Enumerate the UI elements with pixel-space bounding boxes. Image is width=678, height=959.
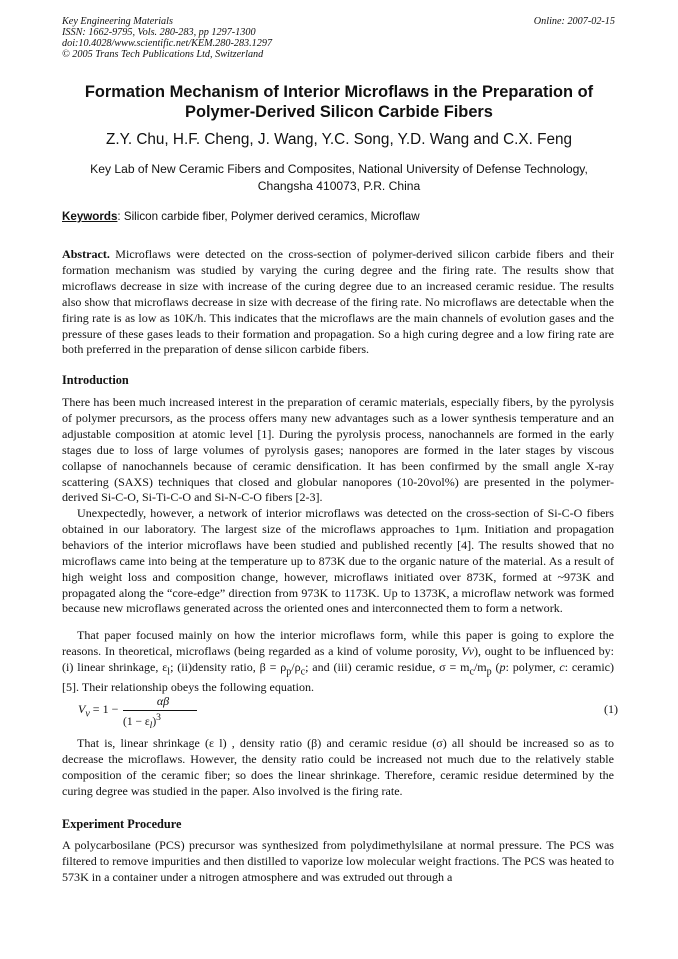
p3-sub-p: p: [286, 666, 292, 678]
abstract: [62, 247, 614, 358]
equation-number: (1): [604, 702, 618, 716]
copyright-line: © 2005 Trans Tech Publications Ltd, Switzerland: [62, 49, 264, 60]
doi-line: doi:10.4028/www.scientific.net/KEM.280-283.1297: [62, 38, 273, 49]
paper-title-line-2: Polymer-Derived Silicon Carbide Fibers: [185, 103, 493, 121]
p3-c: c: [559, 659, 565, 674]
issn-line: ISSN: 1662-9795, Vols. 280-283, pp 1297-1300: [62, 27, 256, 38]
p3-text-a: That paper focused mainly on how the interior microflaws form, while this paper is going to explore the reasons. In theoretical, microflaws (being regarded as a kind of volume porosity,: [62, 628, 614, 658]
introduction-paragraph-2: Unexpectedly, however, a network of interior microflaws was detected on the cross-section of Si-C-O fibers obtained in our laboratory. The largest size of the microflaws approaches to 1μm. Initiation and propagation behaviors of the interior microflaws have been studied and published recently [4]. The results showed that no microflaws came into being at the temperature up to 873K due to the organic nature of the material. As a result of high weight loss and composition change, however, microflaws initiated over 873K, formed at ~973K and propagated along the “core-edge” direction from 973K to 1173K. Up to 1373K, a microflaw network was formed because new microflaws generated across the oriented ones and interconnected them to form a network.: [62, 506, 614, 616]
p3-text-e: ; and (iii) ceramic residue, σ = m: [305, 659, 470, 674]
experiment-heading: Experiment Procedure: [62, 817, 182, 831]
online-date: Online: 2007-02-15: [533, 16, 615, 27]
p3-text-i: : ceramic) [5]. Their relationship obeys the following equation.: [62, 659, 615, 695]
p3-sub-l: l: [167, 666, 171, 678]
equation-numerator: αβ: [156, 694, 170, 708]
eq-den-close: ): [152, 715, 157, 728]
fraction-bar: [123, 710, 197, 711]
introduction-paragraph-4: That is, linear shrinkage (ε l) , density ratio (β) and ceramic residue (σ) all should be increased so as to decrease the microflaws. However, the density ratio could be increased not much due to the relatively stable composition of the ceramic fiber; so does the linear shrinkage. Therefore, ceramic residue determined by the curing degree was studied in the paper. Also involved is the firing rate.: [62, 736, 614, 798]
equation-lhs: [78, 702, 118, 719]
equation-denominator: [123, 712, 197, 731]
affiliation-line-2: Changsha 410073, P.R. China: [257, 179, 421, 193]
p3-sub-p2: p: [486, 666, 492, 678]
eq-den-sub: l: [149, 720, 153, 732]
p3-sub-c: c: [300, 666, 306, 678]
keywords-label: Keywords: [62, 210, 118, 223]
eq-den-text: (1 − ε: [123, 715, 150, 728]
eq-equals: = 1 −: [89, 702, 119, 716]
journal-name: Key Engineering Materials: [62, 16, 173, 27]
paper-title: [40, 82, 638, 122]
introduction-paragraph-3: [62, 628, 614, 696]
equation-1: [78, 694, 618, 732]
abstract-text: Microflaws were detected on the cross-section of polymer-derived silicon carbide fibers and their formation mechanism was studied by varying the curing degree and the firing rate. The results show that microflaws decrease in size with increase of the curing degree due to an increased ceramic residue. The results also show that microflaws decrease in size with decrease of the firing rate. No microflaws are detectable when the firing rate is as low as 10K/h. This indicates that the microflaws are the main channels of evolution gases and the pressure of these gases leads to their formation and propagation. So a high curing degree and a low firing rate are both preferred in the preparation of dense silicon carbide fibers.: [62, 247, 614, 357]
keywords-text: Silicon carbide fiber, Polymer derived ceramics, Microflaw: [120, 210, 420, 223]
p3-text-b: ), ought to be influenced by: (i) linear shrinkage, ε: [62, 643, 615, 674]
p3-text-c: ; (ii)density ratio, β = ρ: [170, 659, 287, 674]
introduction-heading: Introduction: [62, 373, 129, 387]
p3-vv: Vv: [461, 643, 475, 658]
keywords: [62, 210, 420, 224]
abstract-label: Abstract.: [62, 247, 110, 261]
eq-den-exp: 3: [156, 712, 161, 723]
p3-text-g: (: [491, 659, 500, 674]
p3-text-h: : polymer,: [505, 659, 560, 674]
paper-title-line-1: Formation Mechanism of Interior Microflaws in the Preparation of: [84, 83, 594, 101]
eq-v: V: [78, 702, 86, 716]
p3-text-d: /ρ: [291, 659, 301, 674]
keywords-colon: :: [117, 210, 121, 223]
author-list: Z.Y. Chu, H.F. Cheng, J. Wang, Y.C. Song, Y.D. Wang and C.X. Feng: [106, 131, 572, 148]
affiliation: [62, 161, 616, 195]
p3-p: p: [499, 659, 506, 674]
eq-v-sub: v: [85, 708, 90, 720]
introduction-paragraph-1: There has been much increased interest in the preparation of ceramic materials, especially fibers, by the pyrolysis of polymer precursors, as the process offers many new advantages such as a lower synthesis temperature and an adjustable composition at atomic level [1]. During the pyrolysis process, nanochannels are formed in the early stages due to loss of large volumes of pyrolysis gases; nanopores are formed in the later stages by viscous collapse of nanochannels because of ceramic densification. It has been confirmed by the small angle X-ray scattering (SAXS) techniques that closed and globular nanopores (10-20vol%) are presented in the polymer-derived Si-C-O, Si-Ti-C-O and Si-N-C-O fibers [2-3].: [62, 395, 614, 505]
affiliation-line-1: Key Lab of New Ceramic Fibers and Composites, National University of Defense Technology,: [90, 162, 588, 176]
p3-sub-c2: c: [469, 666, 474, 678]
p3-text-f: /m: [473, 659, 487, 674]
experiment-paragraph-1: A polycarbosilane (PCS) precursor was synthesized from polydimethylsilane at normal pressure. The PCS was filtered to remove impurities and then distilled to vaporize low molecular weight fractions. The PCS was heated to 573K in a container under a nitrogen atmosphere and was extruded out through a: [62, 838, 614, 884]
